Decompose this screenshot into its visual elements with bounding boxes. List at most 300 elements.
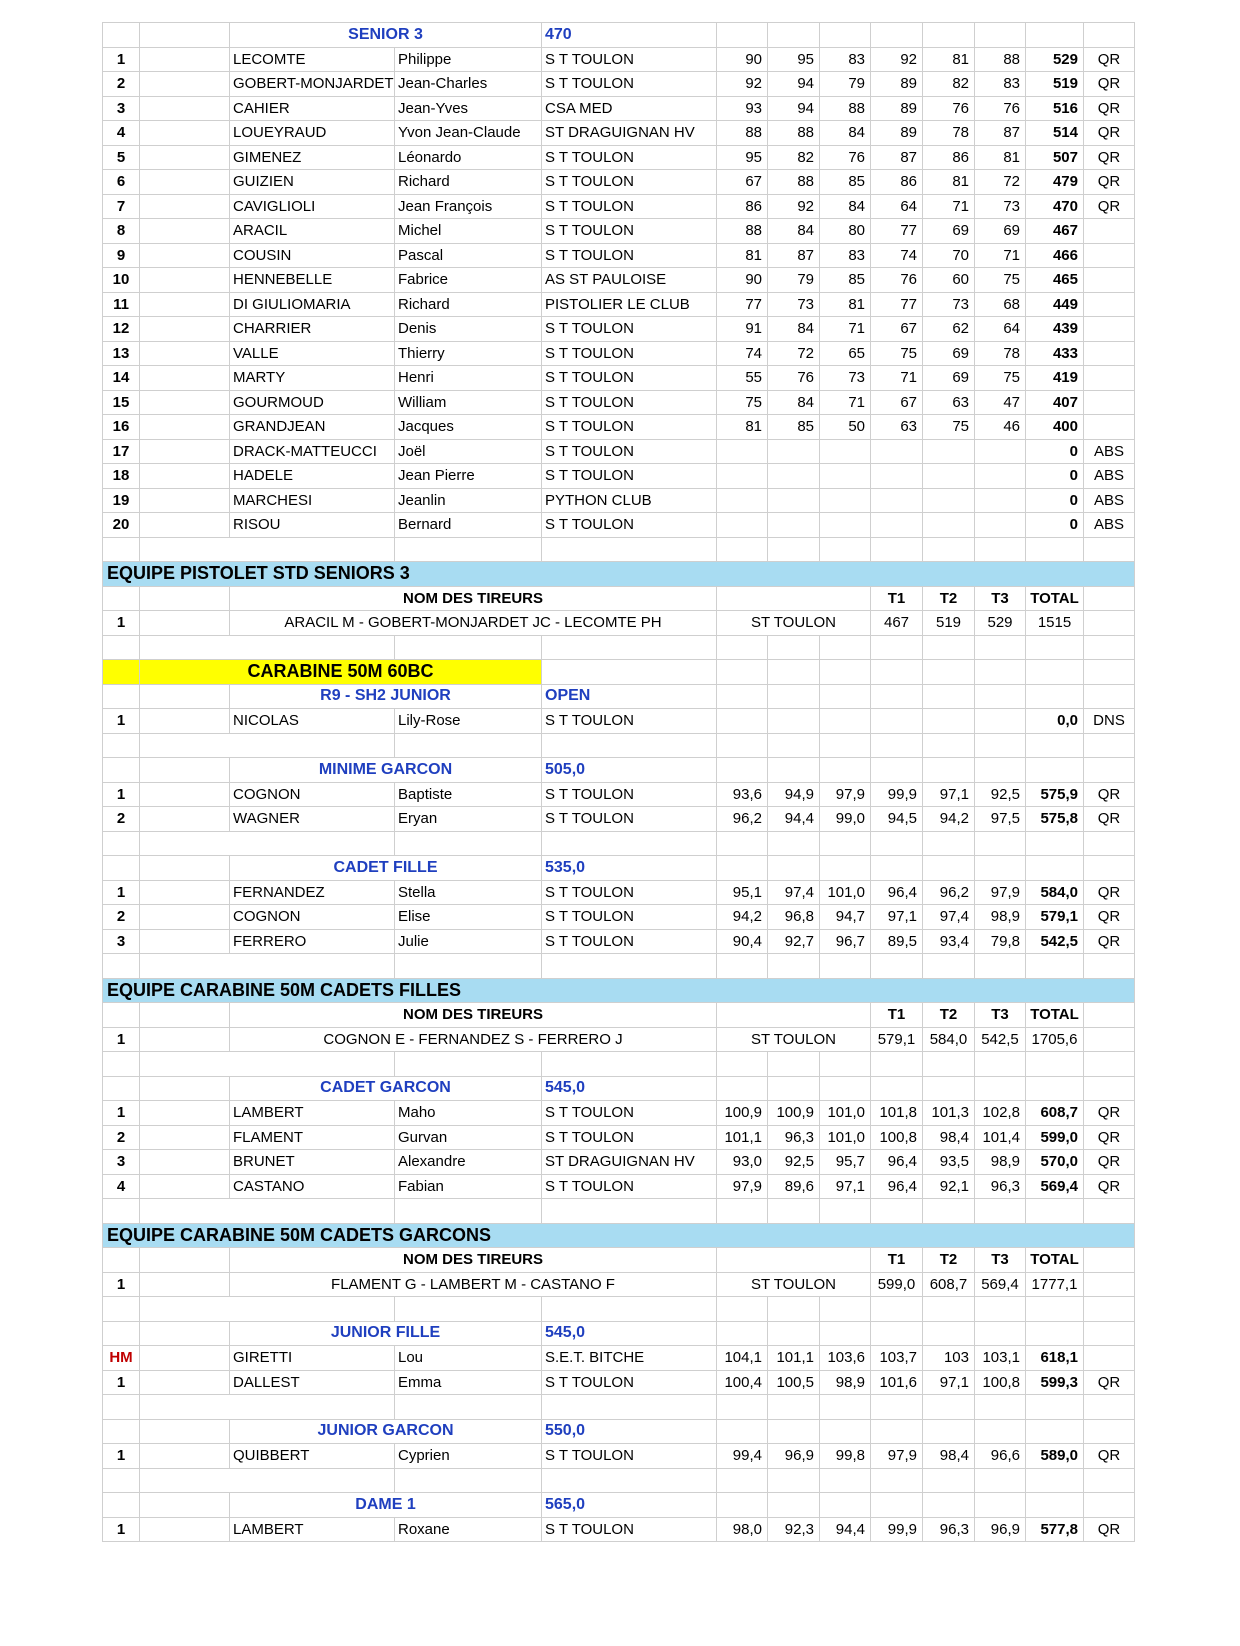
empty-cell bbox=[975, 537, 1026, 562]
last-name: WAGNER bbox=[230, 807, 395, 832]
club: S T TOULON bbox=[542, 1517, 717, 1542]
discipline-title: CARABINE 50M 60BC bbox=[140, 660, 542, 685]
series-score: 95,1 bbox=[717, 880, 768, 905]
series-score: 94,2 bbox=[923, 807, 975, 832]
series-score: 72 bbox=[975, 170, 1026, 195]
empty-cell bbox=[717, 1493, 768, 1518]
team-members: COGNON E - FERNANDEZ S - FERRERO J bbox=[230, 1027, 717, 1052]
empty-cell bbox=[871, 1321, 923, 1346]
club: S T TOULON bbox=[542, 709, 717, 734]
empty-cell bbox=[140, 390, 230, 415]
empty-cell bbox=[103, 1199, 140, 1224]
shooter-row bbox=[103, 488, 1135, 513]
series-score: 83 bbox=[820, 47, 871, 72]
empty-cell bbox=[768, 1076, 820, 1101]
series-score: 96,3 bbox=[768, 1125, 820, 1150]
series-score: 46 bbox=[975, 415, 1026, 440]
club: S T TOULON bbox=[542, 1125, 717, 1150]
empty-cell bbox=[871, 1493, 923, 1518]
series-score: 77 bbox=[717, 292, 768, 317]
series-score: 81 bbox=[820, 292, 871, 317]
empty-cell bbox=[717, 1003, 871, 1028]
series-score: 89 bbox=[871, 96, 923, 121]
club: S T TOULON bbox=[542, 782, 717, 807]
series-score bbox=[768, 439, 820, 464]
empty-cell bbox=[140, 635, 395, 660]
empty-cell bbox=[140, 1346, 230, 1371]
first-name: Lily-Rose bbox=[395, 709, 542, 734]
last-name: DRACK-MATTEUCCI bbox=[230, 439, 395, 464]
series-score: 97,5 bbox=[975, 807, 1026, 832]
empty-cell bbox=[871, 758, 923, 783]
club: S T TOULON bbox=[542, 415, 717, 440]
empty-cell bbox=[1084, 1493, 1135, 1518]
total-score: 449 bbox=[1026, 292, 1084, 317]
club: ST DRAGUIGNAN HV bbox=[542, 121, 717, 146]
shooter-row bbox=[103, 464, 1135, 489]
total-score: 542,5 bbox=[1026, 929, 1084, 954]
rank: 7 bbox=[103, 194, 140, 219]
series-score: 101,0 bbox=[820, 1125, 871, 1150]
empty-cell bbox=[542, 954, 717, 979]
series-score: 103,6 bbox=[820, 1346, 871, 1371]
empty-cell bbox=[140, 1101, 230, 1126]
empty-cell bbox=[542, 1468, 717, 1493]
series-score: 96,7 bbox=[820, 929, 871, 954]
rank: 1 bbox=[103, 1101, 140, 1126]
empty-cell bbox=[820, 954, 871, 979]
empty-cell bbox=[820, 733, 871, 758]
series-score: 92,3 bbox=[768, 1517, 820, 1542]
empty-cell bbox=[140, 292, 230, 317]
series-score: 88 bbox=[717, 121, 768, 146]
empty-cell bbox=[140, 1468, 395, 1493]
last-name: CASTANO bbox=[230, 1174, 395, 1199]
empty-cell bbox=[820, 1468, 871, 1493]
series-score: 97,1 bbox=[871, 905, 923, 930]
team-total: 1705,6 bbox=[1026, 1027, 1084, 1052]
series-score bbox=[820, 513, 871, 538]
series-score: 99,9 bbox=[871, 1517, 923, 1542]
empty-cell bbox=[103, 1468, 140, 1493]
empty-cell bbox=[1084, 1052, 1135, 1077]
t3-header: T3 bbox=[975, 1248, 1026, 1273]
total-score: 577,8 bbox=[1026, 1517, 1084, 1542]
club: S T TOULON bbox=[542, 194, 717, 219]
empty-cell bbox=[717, 1468, 768, 1493]
rank: 1 bbox=[103, 1027, 140, 1052]
rank: 11 bbox=[103, 292, 140, 317]
empty-cell bbox=[923, 1297, 975, 1322]
club: S T TOULON bbox=[542, 1101, 717, 1126]
series-score: 102,8 bbox=[975, 1101, 1026, 1126]
blank-row bbox=[103, 1052, 1135, 1077]
rank: 4 bbox=[103, 1174, 140, 1199]
empty-cell bbox=[820, 1052, 871, 1077]
qualification-note: QR bbox=[1084, 145, 1135, 170]
empty-cell bbox=[103, 586, 140, 611]
last-name: ARACIL bbox=[230, 219, 395, 244]
empty-cell bbox=[768, 1395, 820, 1420]
empty-cell bbox=[395, 954, 542, 979]
qualification-note: ABS bbox=[1084, 488, 1135, 513]
series-score bbox=[923, 439, 975, 464]
first-name: Jean-Charles bbox=[395, 72, 542, 97]
rank: 1 bbox=[103, 782, 140, 807]
category-header-row bbox=[103, 758, 1135, 783]
empty-cell bbox=[1026, 1493, 1084, 1518]
results-table bbox=[102, 22, 1135, 1542]
series-score: 75 bbox=[871, 341, 923, 366]
series-score: 97,9 bbox=[717, 1174, 768, 1199]
first-name: Yvon Jean-Claude bbox=[395, 121, 542, 146]
empty-cell bbox=[820, 684, 871, 709]
empty-cell bbox=[1084, 758, 1135, 783]
qualification-note bbox=[1084, 268, 1135, 293]
series-score: 94 bbox=[768, 96, 820, 121]
rank: HM bbox=[103, 1346, 140, 1371]
empty-cell bbox=[975, 635, 1026, 660]
empty-cell bbox=[871, 733, 923, 758]
club: S T TOULON bbox=[542, 439, 717, 464]
empty-cell bbox=[717, 1297, 768, 1322]
empty-cell bbox=[140, 537, 395, 562]
empty-cell bbox=[717, 1419, 768, 1444]
series-score: 75 bbox=[975, 268, 1026, 293]
series-score: 75 bbox=[923, 415, 975, 440]
empty-cell bbox=[542, 1297, 717, 1322]
empty-cell bbox=[1026, 684, 1084, 709]
empty-cell bbox=[975, 1321, 1026, 1346]
series-score: 92,1 bbox=[923, 1174, 975, 1199]
series-score: 94,9 bbox=[768, 782, 820, 807]
series-score: 94 bbox=[768, 72, 820, 97]
empty-cell bbox=[542, 733, 717, 758]
names-header: NOM DES TIREURS bbox=[230, 586, 717, 611]
empty-cell bbox=[395, 1468, 542, 1493]
last-name: DI GIULIOMARIA bbox=[230, 292, 395, 317]
min-score: 545,0 bbox=[542, 1076, 717, 1101]
empty-cell bbox=[1026, 1297, 1084, 1322]
shooter-row bbox=[103, 72, 1135, 97]
first-name: Alexandre bbox=[395, 1150, 542, 1175]
empty-cell bbox=[1084, 1395, 1135, 1420]
empty-cell bbox=[140, 1493, 230, 1518]
first-name: Jean Pierre bbox=[395, 464, 542, 489]
empty-cell bbox=[820, 831, 871, 856]
series-score: 88 bbox=[717, 219, 768, 244]
rank: 20 bbox=[103, 513, 140, 538]
series-score: 92,5 bbox=[768, 1150, 820, 1175]
empty-cell bbox=[975, 758, 1026, 783]
empty-cell bbox=[140, 1199, 395, 1224]
empty-cell bbox=[140, 488, 230, 513]
first-name: Michel bbox=[395, 219, 542, 244]
empty-cell bbox=[923, 1468, 975, 1493]
qualification-note bbox=[1084, 292, 1135, 317]
rank: 19 bbox=[103, 488, 140, 513]
empty-cell bbox=[1084, 1419, 1135, 1444]
series-score: 100,5 bbox=[768, 1370, 820, 1395]
rank: 2 bbox=[103, 72, 140, 97]
total-score: 466 bbox=[1026, 243, 1084, 268]
empty-cell bbox=[975, 856, 1026, 881]
min-score: 545,0 bbox=[542, 1321, 717, 1346]
series-score: 103,7 bbox=[871, 1346, 923, 1371]
first-name: Julie bbox=[395, 929, 542, 954]
empty-cell bbox=[717, 684, 768, 709]
qualification-note bbox=[1084, 243, 1135, 268]
total-score: 519 bbox=[1026, 72, 1084, 97]
empty-cell bbox=[820, 1076, 871, 1101]
category-header-row bbox=[103, 1076, 1135, 1101]
total-score: 419 bbox=[1026, 366, 1084, 391]
team-row bbox=[103, 1272, 1135, 1297]
club: CSA MED bbox=[542, 96, 717, 121]
series-score: 101,0 bbox=[820, 1101, 871, 1126]
empty-cell bbox=[1026, 1395, 1084, 1420]
qualification-note: QR bbox=[1084, 194, 1135, 219]
first-name: Thierry bbox=[395, 341, 542, 366]
empty-cell bbox=[140, 47, 230, 72]
series-score: 99,4 bbox=[717, 1444, 768, 1469]
qualification-note: DNS bbox=[1084, 709, 1135, 734]
empty-cell bbox=[923, 954, 975, 979]
series-score: 79 bbox=[820, 72, 871, 97]
empty-cell bbox=[140, 96, 230, 121]
empty-cell bbox=[923, 1493, 975, 1518]
empty-cell bbox=[1026, 733, 1084, 758]
empty-cell bbox=[871, 1052, 923, 1077]
qualification-note: QR bbox=[1084, 1150, 1135, 1175]
empty-cell bbox=[768, 1493, 820, 1518]
empty-cell bbox=[140, 856, 230, 881]
series-score bbox=[820, 439, 871, 464]
series-score: 92,5 bbox=[975, 782, 1026, 807]
team-score: 584,0 bbox=[923, 1027, 975, 1052]
category-header-row bbox=[103, 1493, 1135, 1518]
empty-cell bbox=[140, 782, 230, 807]
first-name: Baptiste bbox=[395, 782, 542, 807]
series-score: 87 bbox=[871, 145, 923, 170]
series-score: 84 bbox=[768, 390, 820, 415]
series-score: 62 bbox=[923, 317, 975, 342]
empty-cell bbox=[1026, 1199, 1084, 1224]
team-club: ST TOULON bbox=[717, 1272, 871, 1297]
club: S T TOULON bbox=[542, 366, 717, 391]
shooter-row bbox=[103, 807, 1135, 832]
series-score: 64 bbox=[871, 194, 923, 219]
rank: 16 bbox=[103, 415, 140, 440]
t1-header: T1 bbox=[871, 586, 923, 611]
series-score: 99,8 bbox=[820, 1444, 871, 1469]
shooter-row bbox=[103, 415, 1135, 440]
first-name: Cyprien bbox=[395, 1444, 542, 1469]
series-score: 69 bbox=[975, 219, 1026, 244]
empty-cell bbox=[140, 709, 230, 734]
rank: 1 bbox=[103, 880, 140, 905]
first-name: Richard bbox=[395, 170, 542, 195]
empty-cell bbox=[717, 1321, 768, 1346]
series-score: 87 bbox=[768, 243, 820, 268]
qualification-note: QR bbox=[1084, 1370, 1135, 1395]
last-name: LOUEYRAUD bbox=[230, 121, 395, 146]
rank: 2 bbox=[103, 905, 140, 930]
rank: 5 bbox=[103, 145, 140, 170]
empty-cell bbox=[1084, 954, 1135, 979]
rank: 1 bbox=[103, 709, 140, 734]
qualification-note: QR bbox=[1084, 96, 1135, 121]
empty-cell bbox=[1026, 758, 1084, 783]
empty-cell bbox=[975, 1419, 1026, 1444]
series-score: 76 bbox=[768, 366, 820, 391]
last-name: HENNEBELLE bbox=[230, 268, 395, 293]
empty-cell bbox=[103, 1297, 140, 1322]
series-score: 47 bbox=[975, 390, 1026, 415]
empty-cell bbox=[140, 758, 230, 783]
qualification-note: QR bbox=[1084, 47, 1135, 72]
empty-cell bbox=[768, 23, 820, 48]
shooter-row bbox=[103, 292, 1135, 317]
club: S T TOULON bbox=[542, 929, 717, 954]
last-name: GOURMOUD bbox=[230, 390, 395, 415]
series-score: 63 bbox=[871, 415, 923, 440]
total-score: 507 bbox=[1026, 145, 1084, 170]
total-score: 584,0 bbox=[1026, 880, 1084, 905]
series-score: 75 bbox=[717, 390, 768, 415]
total-score: 575,9 bbox=[1026, 782, 1084, 807]
last-name: MARCHESI bbox=[230, 488, 395, 513]
series-score: 96,4 bbox=[871, 880, 923, 905]
empty-cell bbox=[871, 1395, 923, 1420]
empty-cell bbox=[140, 1003, 230, 1028]
empty-cell bbox=[542, 660, 717, 685]
series-score: 84 bbox=[820, 194, 871, 219]
last-name: GRANDJEAN bbox=[230, 415, 395, 440]
series-score: 73 bbox=[768, 292, 820, 317]
empty-cell bbox=[923, 856, 975, 881]
empty-cell bbox=[1084, 1199, 1135, 1224]
category-title: MINIME GARCON bbox=[230, 758, 542, 783]
empty-cell bbox=[820, 758, 871, 783]
team-score: 529 bbox=[975, 611, 1026, 636]
empty-cell bbox=[923, 733, 975, 758]
series-score: 84 bbox=[768, 219, 820, 244]
rank: 4 bbox=[103, 121, 140, 146]
empty-cell bbox=[1084, 611, 1135, 636]
blank-row bbox=[103, 537, 1135, 562]
club: S T TOULON bbox=[542, 219, 717, 244]
series-score: 89,5 bbox=[871, 929, 923, 954]
t2-header: T2 bbox=[923, 1003, 975, 1028]
empty-cell bbox=[975, 660, 1026, 685]
empty-cell bbox=[395, 1297, 542, 1322]
series-score: 97,1 bbox=[923, 782, 975, 807]
team-total: 1777,1 bbox=[1026, 1272, 1084, 1297]
series-score: 50 bbox=[820, 415, 871, 440]
series-score: 98,0 bbox=[717, 1517, 768, 1542]
club: S T TOULON bbox=[542, 513, 717, 538]
series-score: 99,9 bbox=[871, 782, 923, 807]
series-score: 99,0 bbox=[820, 807, 871, 832]
shooter-row bbox=[103, 709, 1135, 734]
empty-cell bbox=[140, 1272, 230, 1297]
empty-cell bbox=[103, 856, 140, 881]
empty-cell bbox=[1084, 1027, 1135, 1052]
empty-cell bbox=[140, 1444, 230, 1469]
series-score bbox=[768, 464, 820, 489]
empty-cell bbox=[1026, 537, 1084, 562]
empty-cell bbox=[140, 317, 230, 342]
empty-cell bbox=[975, 831, 1026, 856]
empty-cell bbox=[923, 1076, 975, 1101]
empty-cell bbox=[1084, 586, 1135, 611]
total-score: 608,7 bbox=[1026, 1101, 1084, 1126]
series-score: 90,4 bbox=[717, 929, 768, 954]
empty-cell bbox=[103, 1248, 140, 1273]
club: S T TOULON bbox=[542, 464, 717, 489]
last-name: FERNANDEZ bbox=[230, 880, 395, 905]
category-title: JUNIOR FILLE bbox=[230, 1321, 542, 1346]
shooter-row bbox=[103, 268, 1135, 293]
series-score: 96,4 bbox=[871, 1174, 923, 1199]
empty-cell bbox=[140, 586, 230, 611]
category-title: SENIOR 3 bbox=[230, 23, 542, 48]
last-name: MARTY bbox=[230, 366, 395, 391]
empty-cell bbox=[1084, 684, 1135, 709]
team-score: 608,7 bbox=[923, 1272, 975, 1297]
series-score: 76 bbox=[975, 96, 1026, 121]
empty-cell bbox=[140, 905, 230, 930]
empty-cell bbox=[1026, 635, 1084, 660]
rank: 1 bbox=[103, 1370, 140, 1395]
min-score: 565,0 bbox=[542, 1493, 717, 1518]
last-name: FLAMENT bbox=[230, 1125, 395, 1150]
last-name: HADELE bbox=[230, 464, 395, 489]
series-score bbox=[871, 513, 923, 538]
series-score bbox=[923, 464, 975, 489]
empty-cell bbox=[820, 1419, 871, 1444]
empty-cell bbox=[140, 831, 395, 856]
team-row bbox=[103, 1027, 1135, 1052]
total-score: 618,1 bbox=[1026, 1346, 1084, 1371]
series-score: 85 bbox=[820, 170, 871, 195]
empty-cell bbox=[1084, 856, 1135, 881]
qualification-note: QR bbox=[1084, 929, 1135, 954]
team-club: ST TOULON bbox=[717, 1027, 871, 1052]
first-name: Lou bbox=[395, 1346, 542, 1371]
club: S T TOULON bbox=[542, 47, 717, 72]
empty-cell bbox=[140, 1125, 230, 1150]
blank-row bbox=[103, 1297, 1135, 1322]
series-score: 93,0 bbox=[717, 1150, 768, 1175]
qualification-note bbox=[1084, 415, 1135, 440]
empty-cell bbox=[103, 1321, 140, 1346]
qualification-note: QR bbox=[1084, 782, 1135, 807]
empty-cell bbox=[975, 1076, 1026, 1101]
series-score: 100,4 bbox=[717, 1370, 768, 1395]
series-score: 67 bbox=[871, 390, 923, 415]
empty-cell bbox=[1026, 1468, 1084, 1493]
total-score: 599,3 bbox=[1026, 1370, 1084, 1395]
rank: 13 bbox=[103, 341, 140, 366]
series-score: 100,9 bbox=[717, 1101, 768, 1126]
empty-cell bbox=[103, 1052, 140, 1077]
empty-cell bbox=[140, 464, 230, 489]
total-score: 569,4 bbox=[1026, 1174, 1084, 1199]
empty-cell bbox=[140, 513, 230, 538]
series-score: 86 bbox=[871, 170, 923, 195]
